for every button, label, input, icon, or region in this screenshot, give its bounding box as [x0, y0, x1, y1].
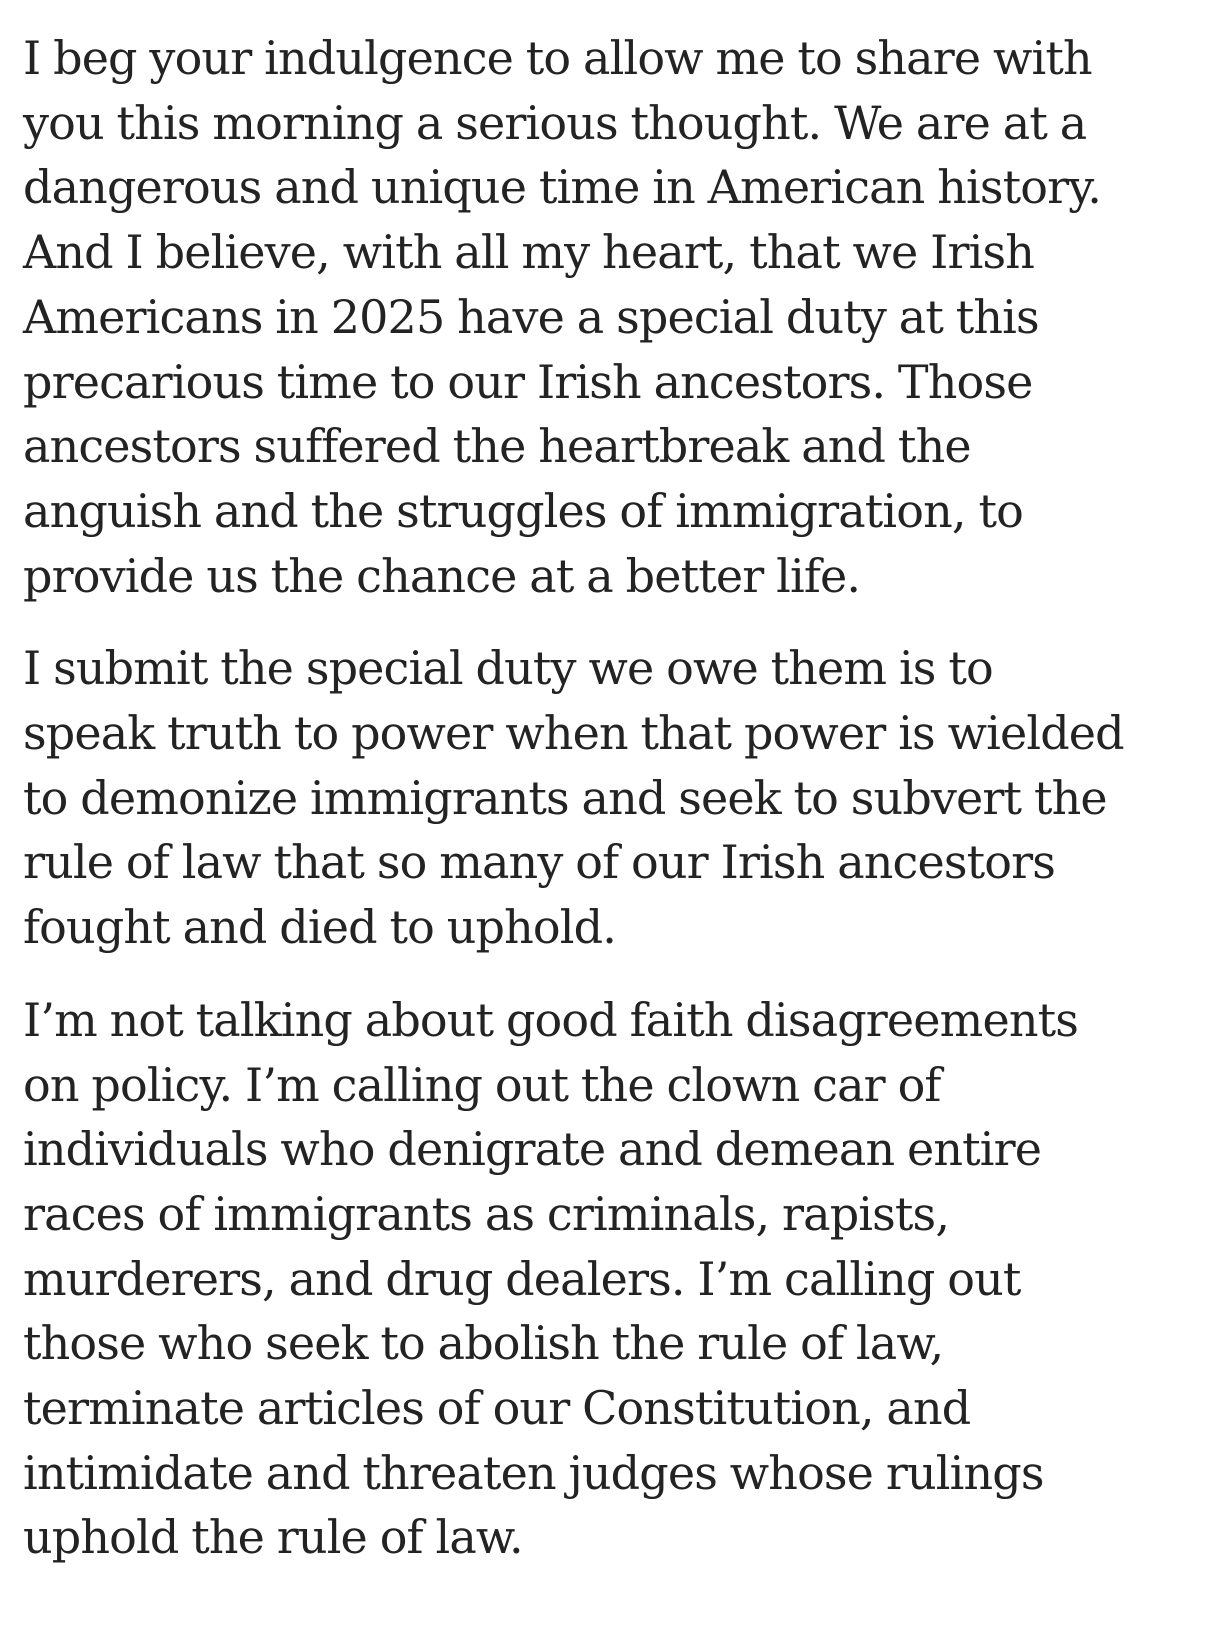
text-line: speak truth to power when that power is wielded [23, 706, 1124, 761]
text-line: murderers, and drug dealers. I’m calling out [23, 1251, 1021, 1306]
text-line: individuals who denigrate and demean entire [23, 1122, 1042, 1177]
text-line: terminate articles of our Constitution, and [23, 1381, 971, 1436]
text-line: ancestors suffered the heartbreak and the [23, 419, 971, 474]
text-line: And I believe, with all my heart, that we Irish [23, 225, 1035, 280]
text-line: anguish and the struggles of immigration, to [23, 483, 1023, 538]
paragraph-3 [23, 988, 1206, 1570]
text-line: rule of law that so many of our Irish ancestors [23, 835, 1055, 890]
text-line: intimidate and threaten judges whose rulings [23, 1445, 1044, 1500]
text-line: precarious time to our Irish ancestors. Those [23, 354, 1033, 409]
paragraph-1 [23, 26, 1206, 608]
text-line: I’m not talking about good faith disagreements [23, 992, 1078, 1047]
text-line: provide us the chance at a better life. [23, 548, 861, 603]
text-line: on policy. I’m calling out the clown car of [23, 1057, 941, 1112]
text-line: races of immigrants as criminals, rapists, [23, 1186, 950, 1241]
text-line: you this morning a serious thought. We are at a [23, 95, 1087, 150]
text-line: I submit the special duty we owe them is to [23, 641, 993, 696]
text-line: to demonize immigrants and seek to subvert the [23, 770, 1107, 825]
paragraph-2 [23, 636, 1206, 960]
text-line: fought and died to uphold. [23, 900, 616, 955]
text-line: Americans in 2025 have a special duty at this [23, 289, 1039, 344]
text-line: those who seek to abolish the rule of law, [23, 1316, 944, 1371]
text-line: uphold the rule of law. [23, 1510, 523, 1565]
text-line: dangerous and unique time in American history. [23, 160, 1102, 215]
text-line: I beg your indulgence to allow me to share with [23, 31, 1092, 85]
